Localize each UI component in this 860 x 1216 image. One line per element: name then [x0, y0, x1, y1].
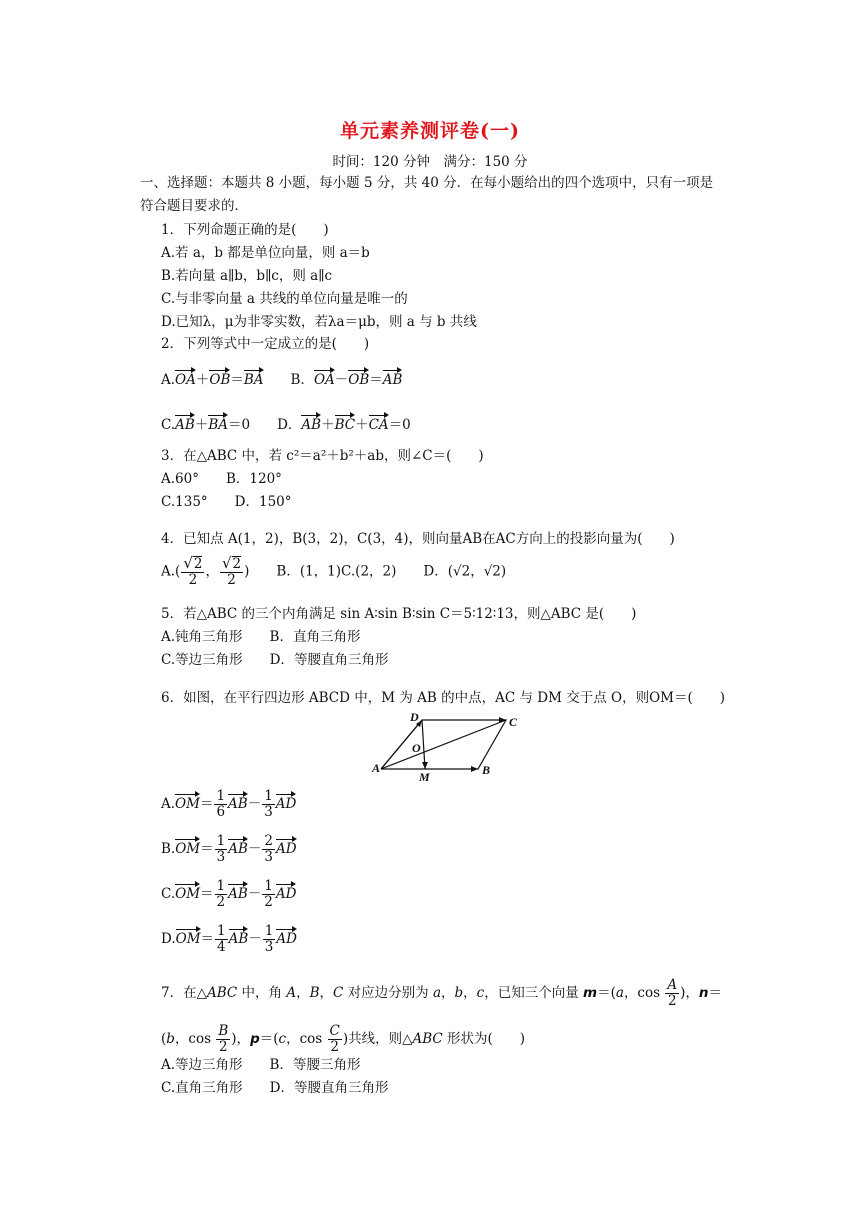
question-6-option-d: D.OM＝ $\frac{1}{4}$ AB－ $\frac{1}{3}$ AD: [161, 923, 297, 955]
figure-label-o: O: [412, 741, 421, 755]
question-5-stem: 5．若△ABC 的三个内角满足 sin A∶sin B∶sin C＝5∶12∶13，则△ABC 是( ): [161, 606, 637, 622]
question-7-options-cd: [161, 1076, 388, 1096]
question-7-option-a: A.等边三角形: [161, 1057, 243, 1073]
question-4-option-c: C.(2，2): [341, 563, 397, 580]
arrowhead-m: [422, 762, 428, 769]
question-6-stem: 6．如图，在平行四边形 ABCD 中，M 为 AB 的中点，AC 与 DM 交于点 O，则OM＝( ): [161, 690, 725, 706]
figure-label-a: A: [372, 761, 381, 775]
question-5-option-d: D．等腰直角三角形: [269, 652, 389, 668]
segment-dm: [422, 720, 425, 769]
question-3-options-ab: [161, 467, 282, 487]
question-7-option-d: D．等腰直角三角形: [269, 1080, 389, 1096]
figure-label-b: B: [482, 763, 491, 777]
question-1-option-d: D.已知λ，μ为非零实数，若λa＝μb，则 a 与 b 共线: [161, 314, 477, 330]
diagonal-ac: [381, 720, 506, 769]
figure-label-c: C: [509, 715, 518, 729]
question-1-option-c: C.与非零向量 a 共线的单位向量是唯一的: [161, 291, 408, 307]
question-5-option-c: C.等边三角形: [161, 652, 243, 668]
question-7-option-b: B．等腰三角形: [269, 1057, 361, 1073]
question-4-option-b: B．(1，1): [276, 563, 342, 580]
page-title: 单元素养测评卷(一): [340, 120, 520, 142]
question-6-option-b: B.OM＝ $\frac{1}{3}$ AB－ $\frac{2}{3}$ AD: [161, 833, 297, 865]
question-1-stem: 1．下列命题正确的是( ): [161, 222, 329, 238]
question-2-options-ab: A.OA＋OB＝BA B．OA－OB＝AB: [161, 368, 402, 388]
question-3-options-cd: [161, 490, 292, 510]
figure-label-d: D: [410, 712, 419, 724]
question-6-option-a: A.OM＝ $\frac{1}{6}$ AB－ $\frac{1}{3}$ AD: [161, 788, 297, 820]
question-5-options-ab: [161, 625, 360, 645]
question-5-options-cd: [161, 648, 388, 668]
question-6-option-c: C.OM＝ $\frac{1}{2}$ AB－ $\frac{1}{2}$ AD: [161, 878, 297, 910]
question-3-option-c: C.135°: [161, 494, 208, 510]
question-7-stem: 7．在△ABC 中，角 A，B，C 对应边分别为 a，b，c，已知三个向量 m＝(a，cos $\frac{A}{2}$ )，n＝(b，cos $\frac{B}{2}$ )，p＝(c，cos $\frac{C}{2}$ )共线，则△ABC 形状为( ): [161, 977, 723, 1055]
question-2-stem: 2．下列等式中一定成立的是( ): [161, 336, 370, 352]
question-4-options: A.( $\frac{√2}{2}$ ， $\frac{√2}{2}$ ) B．(1，1)C.(2，2) D．(√2，√2): [161, 554, 507, 588]
question-1-option-a: A.若 a，b 都是单位向量，则 a＝b: [161, 245, 370, 261]
parallelogram-figure: [370, 712, 530, 784]
question-2-options-cd: C.AB＋BA＝0 D．AB＋BC＋CA＝0: [161, 413, 411, 433]
question-7-options-ab: [161, 1053, 360, 1073]
question-4-option-d: D．(√2，√2): [423, 563, 507, 580]
figure-label-m: M: [419, 770, 430, 784]
question-4-stem: 4．已知点 A(1，2)，B(3，2)，C(3，4)，则向量AB在AC方向上的投影向量为( ): [161, 531, 675, 547]
question-5-option-a: A.钝角三角形: [161, 629, 243, 645]
question-7-option-c: C.直角三角形: [161, 1080, 243, 1096]
question-3-option-a: A.60°: [161, 471, 199, 487]
question-3-option-d: D．150°: [234, 494, 292, 510]
question-5-option-b: B．直角三角形: [269, 629, 361, 645]
arrowhead-b: [471, 766, 478, 772]
exam-meta: 时间：120 分钟 满分：150 分: [332, 154, 528, 170]
question-1-option-b: B.若向量 a∥b，b∥c，则 a∥c: [161, 268, 333, 284]
question-3-option-b: B．120°: [225, 471, 282, 487]
section-instructions: 一、选择题：本题共 8 小题，每小题 5 分，共 40 分．在每小题给出的四个选项中，只有一项是符合题目要求的．: [140, 175, 714, 214]
question-3-stem: 3．在△ABC 中，若 c²＝a²＋b²＋ab，则∠C＝( ): [161, 448, 484, 464]
